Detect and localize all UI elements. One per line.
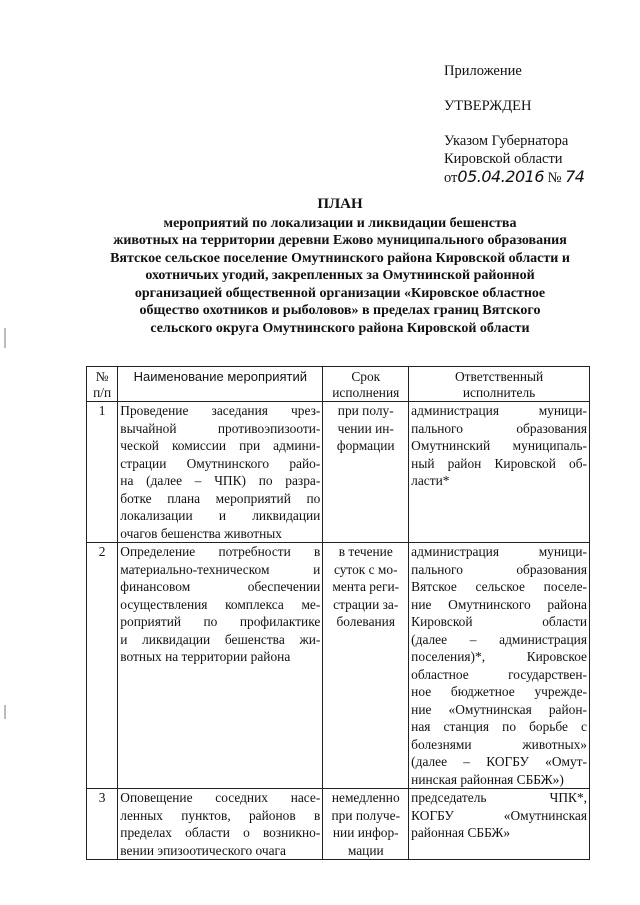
header-term: Срок исполнения bbox=[323, 367, 409, 402]
row-term: в течение суток с мо- мента реги- страции за- болевания bbox=[323, 543, 409, 789]
title-line: охотничьих угодий, закрепленных за Омутнинской районной bbox=[145, 268, 535, 283]
approved-label: УТВЕРЖДЕН bbox=[444, 98, 532, 114]
table-row bbox=[87, 543, 590, 789]
row-responsible: администрация муници- пального образования Омутнинский муниципаль- ный район Кировской об- ласти* bbox=[409, 402, 590, 543]
table-row bbox=[87, 402, 590, 543]
row-responsible: председатель ЧПК*, КОГБУ «Омутнинская районная СББЖ» bbox=[409, 789, 590, 860]
number-prefix: № bbox=[547, 170, 562, 186]
title-line: организацией общественной организации «Кировское областное bbox=[134, 285, 546, 301]
header-name: Наименование мероприятий bbox=[118, 367, 323, 402]
title-line: мероприятий по локализации и ликвидации бешенства bbox=[163, 215, 517, 231]
decree-date-line bbox=[444, 168, 634, 187]
row-term: немедленно при получе- нии инфор- мации bbox=[323, 789, 409, 860]
row-number: 2 bbox=[87, 543, 118, 789]
row-number: 3 bbox=[87, 789, 118, 860]
plan-heading: ПЛАН bbox=[317, 196, 363, 212]
handwritten-number: 74 bbox=[565, 167, 585, 186]
row-responsible: администрация муници- пального образования Вятское сельское поселе- ние Омутнинского района Кировской области (далее – администрация поселения)*, Кировское областное государствен- ное бюджетное учрежде- ние «Омутнинская район- ная станция по борьбе с болезнями животных» (далее – КОГБУ «Омут- нинская районная СББЖ») bbox=[409, 543, 590, 789]
scan-margin-mark bbox=[4, 705, 6, 719]
date-prefix: от bbox=[444, 170, 458, 186]
approval-block bbox=[444, 62, 634, 187]
decree-line-2: Кировской области bbox=[444, 151, 563, 167]
handwritten-date: 05.04.2016 bbox=[457, 167, 545, 186]
title-line: сельского округа Омутнинского района Кировской области bbox=[150, 320, 530, 336]
document-title bbox=[60, 196, 620, 337]
row-term: при полу- чении ин- формации bbox=[323, 402, 409, 543]
title-line: общество охотников и рыболовов» в пределах границ Вятского bbox=[139, 303, 541, 318]
header-number: № п/п bbox=[87, 367, 118, 402]
table-header-row bbox=[87, 367, 590, 402]
title-line: животных на территории деревни Ежово муниципального образования bbox=[113, 233, 567, 248]
header-responsible: Ответственный исполнитель bbox=[409, 367, 590, 402]
row-measure: Оповещение соседних насе- ленных пунктов, районов в пределах области о возникно- вении эпизоотического очага bbox=[118, 789, 323, 860]
row-number: 1 bbox=[87, 402, 118, 543]
measures-table bbox=[86, 366, 590, 860]
decree-line-1: Указом Губернатора bbox=[444, 133, 569, 149]
table-row bbox=[87, 789, 590, 860]
scan-margin-mark bbox=[4, 328, 6, 348]
row-measure: Проведение заседания чрез- вычайной противоэпизооти- ческой комиссии при админи- страции Омутнинского райо- на (далее – ЧПК) по разра- ботке плана мероприятий по локализации и ликвидации очагов бешенства животных bbox=[118, 402, 323, 543]
title-line: Вятское сельское поселение Омутнинского района Кировской области и bbox=[110, 250, 570, 266]
appendix-label: Приложение bbox=[444, 63, 522, 79]
row-measure: Определение потребности в материально-техническом и финансовом обеспечении осуществления комплекса ме- роприятий по профилактике и ликвидации бешенства жи- вотных на территории района bbox=[118, 543, 323, 789]
